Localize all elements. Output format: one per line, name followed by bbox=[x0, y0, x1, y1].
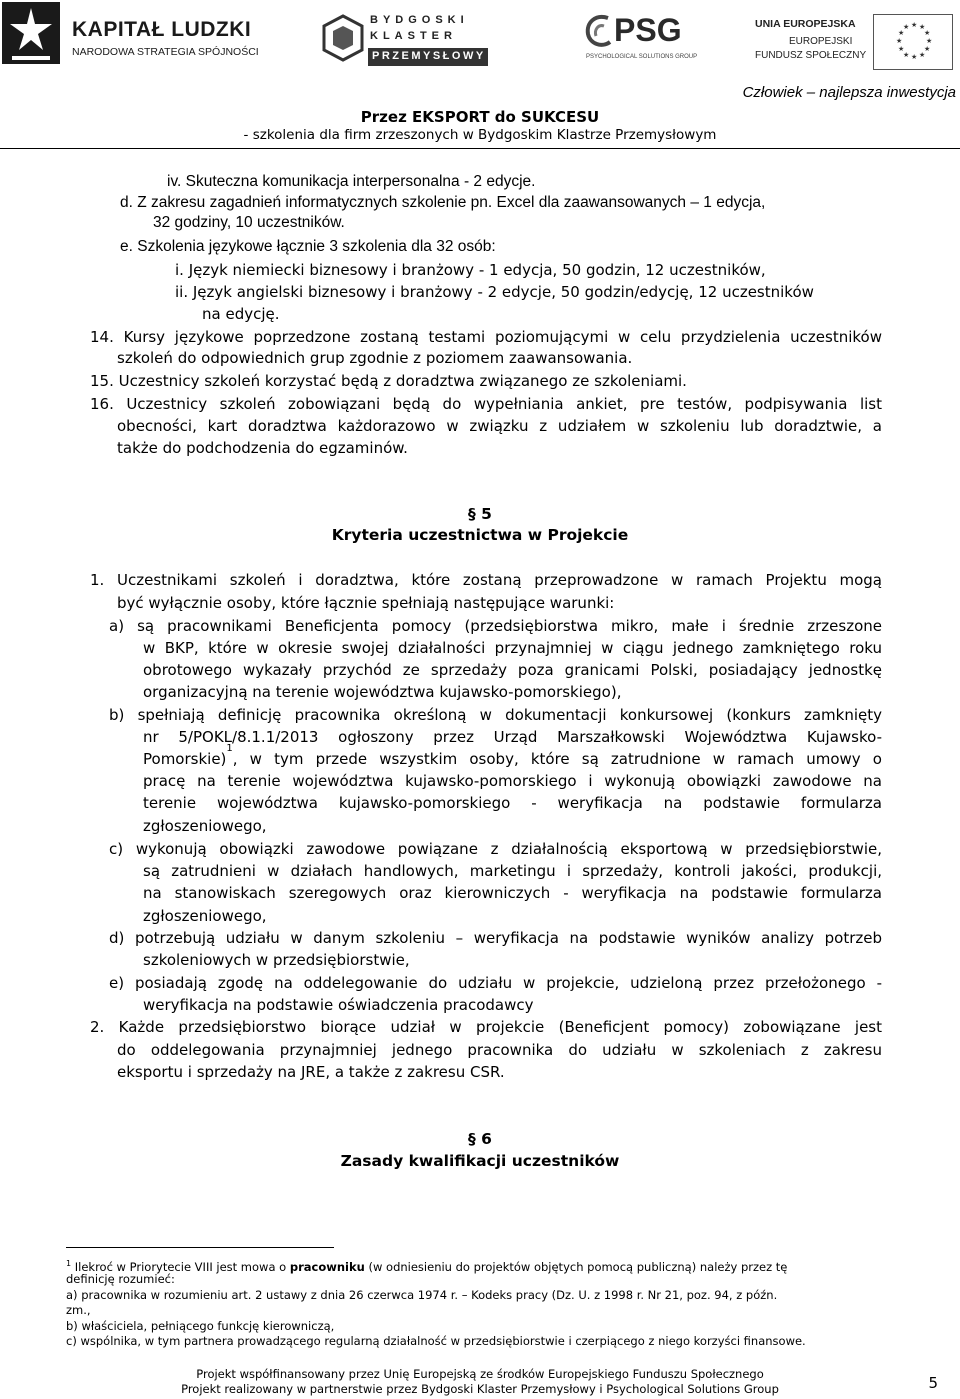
footnote-text: (w odniesieniu do projektów objętych pomocą publiczną) należy przez tę bbox=[364, 1259, 788, 1274]
footnote-line: c) wspólnika, w tym partnera prowadzącego regularną działalność w przedsiębiorstwie i czerpiącego z niego korzyści finansowe. bbox=[66, 1334, 806, 1348]
list-item: na edycję. bbox=[202, 305, 280, 323]
svg-text:★: ★ bbox=[919, 23, 926, 31]
condition-b-cont: pracę na terenie województwa kujawsko-pomorskiego i wykonują obowiązki zawodowe na bbox=[143, 772, 882, 790]
svg-text:★: ★ bbox=[896, 37, 903, 45]
condition-e: e) posiadają zgodę na oddelegowanie do udziału w projekcie, udzieloną przez przełożonego - bbox=[109, 974, 882, 992]
ue-label: UNIA EUROPEJSKA bbox=[755, 18, 856, 30]
footer-line-2: Projekt realizowany w partnerstwie przez Bydgoski Klaster Przemysłowy i Psychological Solutions Group bbox=[181, 1382, 779, 1396]
section-5-point-2: 2. Każde przedsiębiorstwo biorące udział w projekcie (Beneficjent pomocy) zobowiązane jest bbox=[90, 1018, 882, 1036]
condition-d-cont: szkoleniowych w przedsiębiorstwie, bbox=[143, 951, 410, 969]
svg-text:★: ★ bbox=[924, 45, 931, 53]
paragraph-16-end: także do podchodzenia do egzaminów. bbox=[117, 439, 408, 457]
svg-text:★: ★ bbox=[898, 45, 905, 53]
condition-c-cont: na stanowiskach szeregowych oraz kierowniczych - weryfikacja na podstawie formularza bbox=[143, 884, 882, 902]
section-5-point-2-end: eksportu i sprzedaży na JRE, a także z zakresu CSR. bbox=[117, 1063, 505, 1081]
document-title: Przez EKSPORT do SUKCESU bbox=[360, 108, 600, 126]
condition-a-cont: obrotowego wykazały przychód ze sprzedaży poza granicami Polski, posiadający jednostkę bbox=[143, 661, 882, 679]
svg-text:★: ★ bbox=[919, 51, 926, 59]
page-number: 5 bbox=[928, 1374, 938, 1392]
svg-text:★: ★ bbox=[903, 51, 910, 59]
condition-b-cont bbox=[143, 743, 882, 769]
list-item: 32 godziny, 10 uczestników. bbox=[153, 214, 345, 231]
footnote-line: zm., bbox=[66, 1303, 91, 1317]
condition-a-cont: w BKP, które w okresie swojej działalności przynajmniej w ciągu jednego zamkniętego roku bbox=[143, 639, 882, 657]
condition-a: a) są pracownikami Beneficjenta pomocy (przedsiębiorstwa mikro, małe i średnie zrzeszone bbox=[109, 617, 882, 635]
footnote-number: 1 bbox=[66, 1259, 72, 1268]
bydgoski-klaster-logo bbox=[322, 10, 492, 68]
kapital-ludzki-emblem-icon bbox=[2, 2, 60, 64]
footnote-divider bbox=[66, 1247, 334, 1248]
kapital-ludzki-logo bbox=[2, 2, 259, 74]
przemyslowy-strip bbox=[368, 48, 488, 66]
przemyslowy-label: PRZEMYSŁOWY bbox=[372, 50, 486, 62]
condition-b: b) spełniają definicję pracownika określoną w dokumentacji konkursowej (konkurs zamknięty bbox=[109, 706, 882, 724]
footnote-line: a) pracownika w rozumieniu art. 2 ustawy z dnia 26 czerwca 1974 r. – Kodeks pracy (Dz. U. z 1998 r. Nr 21, poz. 94, z późn. bbox=[66, 1288, 778, 1302]
psg-swirl-icon bbox=[582, 12, 614, 52]
condition-e-cont: weryfikacja na podstawie oświadczenia pracodawcy bbox=[143, 996, 534, 1014]
psg-title: PSG bbox=[614, 12, 682, 48]
psg-subtitle: PSYCHOLOGICAL SOLUTIONS GROUP bbox=[586, 54, 698, 60]
efs-label-1: EUROPEJSKI bbox=[789, 36, 853, 47]
logo-bar bbox=[0, 0, 960, 80]
paragraph-15: 15. Uczestnicy szkoleń korzystać będą z doradztwa związanego ze szkoleniami. bbox=[90, 372, 687, 390]
footer-line-1: Projekt współfinansowany przez Unię Europejską ze środków Europejskiego Funduszu Społecznego bbox=[196, 1367, 764, 1381]
condition-a-cont: organizacyjną na terenie województwa kujawsko-pomorskiego), bbox=[143, 683, 622, 701]
footnote-text: Ilekroć w Priorytecie VIII jest mowa o bbox=[74, 1259, 290, 1274]
footnote-reference[interactable]: 1 bbox=[226, 743, 233, 754]
paragraph-16-cont: obecności, kart doradztwa każdorazowo w związku z udziałem w szkoleniu lub doradztwie, a bbox=[117, 417, 882, 435]
eu-flag-icon bbox=[873, 14, 953, 70]
paragraph-14: 14. Kursy językowe poprzedzone zostaną testami poziomującymi w celu przydzielenia uczestników bbox=[90, 328, 882, 346]
section-5-point-1-cont: być wyłącznie osoby, które łącznie spełniają następujące warunki: bbox=[117, 594, 615, 612]
section-5-title: Kryteria uczestnictwa w Projekcie bbox=[331, 526, 629, 544]
svg-text:★: ★ bbox=[926, 37, 933, 45]
bydgoski-klaster-emblem-icon bbox=[322, 14, 364, 62]
efs-label-2: FUNDUSZ SPOŁECZNY bbox=[755, 50, 867, 61]
condition-b-cont: terenie województwa kujawsko-pomorskiego - weryfikacja na podstawie formularza bbox=[143, 794, 882, 812]
ue-efs-logo bbox=[755, 14, 955, 74]
section-5-number: § 5 bbox=[468, 505, 492, 523]
list-item: i. Język niemiecki biznesowy i branżowy - 1 edycja, 50 godzin, 12 uczestników, bbox=[175, 261, 766, 279]
condition-b-cont: zgłoszeniowego, bbox=[143, 817, 267, 835]
footnote-line: definicję rozumieć: bbox=[66, 1272, 175, 1286]
svg-text:★: ★ bbox=[903, 23, 910, 31]
condition-b-text: Pomorskie) bbox=[143, 750, 227, 768]
psg-logo bbox=[578, 6, 698, 72]
list-item: ii. Język angielski biznesowy i branżowy - 2 edycje, 50 godzin/edycję, 12 uczestników bbox=[175, 283, 814, 301]
klaster-label: KLASTER bbox=[370, 30, 457, 42]
svg-text:★: ★ bbox=[911, 21, 918, 29]
bydgoski-label: BYDGOSKI bbox=[370, 14, 469, 26]
kapital-ludzki-subtitle: NARODOWA STRATEGIA SPÓJNOŚCI bbox=[72, 46, 259, 58]
svg-text:★: ★ bbox=[898, 29, 905, 37]
condition-c: c) wykonują obowiązki zawodowe powiązane z działalnością eksportową w przedsiębiorstwie, bbox=[109, 840, 882, 858]
list-item: e. Szkolenia językowe łącznie 3 szkolenia dla 32 osób: bbox=[120, 238, 496, 255]
condition-b-text: , w tym przede wszystkim osoby, które są zatrudnione w ramach umowy o bbox=[232, 750, 882, 768]
tagline: Człowiek – najlepsza inwestycja bbox=[742, 84, 956, 101]
list-item: iv. Skuteczna komunikacja interpersonalna - 2 edycje. bbox=[167, 173, 536, 190]
condition-d: d) potrzebują udziału w danym szkoleniu – weryfikacja na podstawie wyników analizy potrzeb bbox=[109, 929, 882, 947]
footnote-bold-term: pracowniku bbox=[289, 1259, 365, 1274]
section-6-number: § 6 bbox=[468, 1130, 492, 1148]
condition-c-cont: zgłoszeniowego, bbox=[143, 907, 267, 925]
condition-c-cont: są zatrudnieni w działach handlowych, marketingu i sprzedaży, kontroli jakości, produkcji, bbox=[143, 862, 882, 880]
list-item: d. Z zakresu zagadnień informatycznych szkolenie pn. Excel dla zaawansowanych – 1 edycja, bbox=[120, 194, 766, 211]
header-divider bbox=[0, 148, 960, 149]
footnote-line: b) właściciela, pełniącego funkcję kierowniczą, bbox=[66, 1319, 335, 1333]
document-subtitle: - szkolenia dla firm zrzeszonych w Bydgoskim Klastrze Przemysłowym bbox=[243, 127, 717, 143]
section-5-point-2-cont: do oddelegowania przynajmniej jednego pracownika do udziału w szkoleniach z zakresu bbox=[117, 1041, 882, 1059]
paragraph-14-cont: szkoleń do odpowiednich grup zgodnie z poziomem zaawansowania. bbox=[117, 349, 633, 367]
svg-text:★: ★ bbox=[911, 53, 918, 61]
section-6-title: Zasady kwalifikacji uczestników bbox=[340, 1152, 620, 1170]
kapital-ludzki-title: KAPITAŁ LUDZKI bbox=[72, 18, 252, 41]
svg-text:★: ★ bbox=[924, 29, 931, 37]
paragraph-16: 16. Uczestnicy szkoleń zobowiązani będą do wypełniania ankiet, pre testów, podpisywania list bbox=[90, 395, 882, 413]
condition-b-cont: nr 5/POKL/8.1.1/2013 ogłoszony przez Urząd Marszałkowski Województwa Kujawsko- bbox=[143, 728, 882, 746]
section-5-point-1: 1. Uczestnikami szkoleń i doradztwa, które zostaną przeprowadzone w ramach Projektu mogą bbox=[90, 571, 882, 589]
